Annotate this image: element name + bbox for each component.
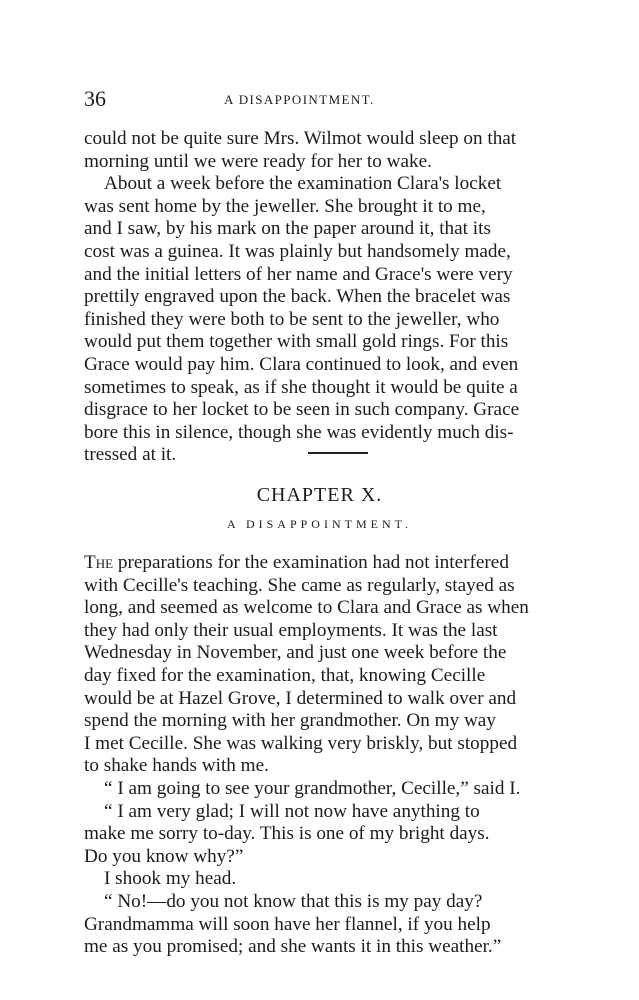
text-line: to shake hands with me. bbox=[84, 755, 269, 777]
text-line: was sent home by the jeweller. She brought it to me, bbox=[84, 195, 486, 217]
text-line: would be at Hazel Grove, I determined to walk over and bbox=[84, 687, 517, 709]
text-line: tressed at it. bbox=[84, 444, 177, 466]
text-line: make me sorry to-day. This is one of my bright days. bbox=[84, 823, 490, 845]
text-line: and I saw, by his mark on the paper around it, that its bbox=[84, 218, 491, 240]
text-line bbox=[84, 552, 562, 575]
text-line: cost was a guinea. It was plainly but handsomely made, bbox=[84, 240, 511, 262]
running-title: A DISAPPOINTMENT. bbox=[224, 92, 375, 107]
paragraph-block-top bbox=[84, 128, 562, 467]
text-line: Wednesday in November, and just one week before the bbox=[84, 642, 507, 664]
text-line: morning until we were ready for her to wake. bbox=[84, 150, 432, 172]
page-number: 36 bbox=[84, 86, 106, 111]
text-line: day fixed for the examination, that, knowing Cecille bbox=[84, 664, 486, 686]
chapter-title: CHAPTER X. bbox=[256, 484, 383, 506]
text-line-rest: preparations for the examination had not interfered bbox=[113, 552, 509, 573]
text-line: Do you know why?” bbox=[84, 845, 244, 867]
text-line: bore this in silence, though she was evidently much dis- bbox=[84, 421, 514, 443]
chapter-subtitle: A DISAPPOINTMENT. bbox=[226, 517, 413, 531]
text-line: they had only their usual employments. It was the last bbox=[84, 619, 498, 641]
text-line: with Cecille's teaching. She came as regularly, stayed as bbox=[84, 574, 515, 596]
text-line: and the initial letters of her name and Grace's were very bbox=[84, 263, 513, 285]
text-line: would put them together with small gold rings. For this bbox=[84, 331, 509, 353]
text-line: sometimes to speak, as if she thought it would be quite a bbox=[84, 376, 518, 398]
opening-word: The bbox=[84, 552, 114, 573]
text-line: spend the morning with her grandmother. On my way bbox=[84, 710, 496, 732]
text-line: I shook my head. bbox=[104, 868, 237, 890]
text-line: About a week before the examination Clara's locket bbox=[104, 173, 502, 195]
text-line: could not be quite sure Mrs. Wilmot would sleep on that bbox=[84, 128, 517, 149]
section-divider bbox=[308, 452, 368, 454]
text-line: I met Cecille. She was walking very briskly, but stopped bbox=[84, 732, 518, 754]
text-line: me as you promised; and she wants it in this weather.” bbox=[84, 936, 502, 958]
text-line: prettily engraved upon the back. When the bracelet was bbox=[84, 286, 511, 308]
text-line: “ No!—do you not know that this is my pay day? bbox=[104, 890, 483, 912]
text-line: Grandmamma will soon have her flannel, if you help bbox=[84, 913, 491, 935]
text-line: long, and seemed as welcome to Clara and Grace as when bbox=[84, 597, 529, 619]
chapter-body bbox=[84, 552, 562, 959]
text-line: “ I am going to see your grandmother, Cecille,” said I. bbox=[104, 777, 521, 799]
text-line: finished they were both to be sent to the jeweller, who bbox=[84, 308, 500, 330]
text-line: “ I am very glad; I will not now have anything to bbox=[104, 800, 480, 822]
text-line: disgrace to her locket to be seen in such company. Grace bbox=[84, 399, 520, 421]
text-line: Grace would pay him. Clara continued to look, and even bbox=[84, 353, 519, 375]
running-head bbox=[84, 86, 562, 116]
